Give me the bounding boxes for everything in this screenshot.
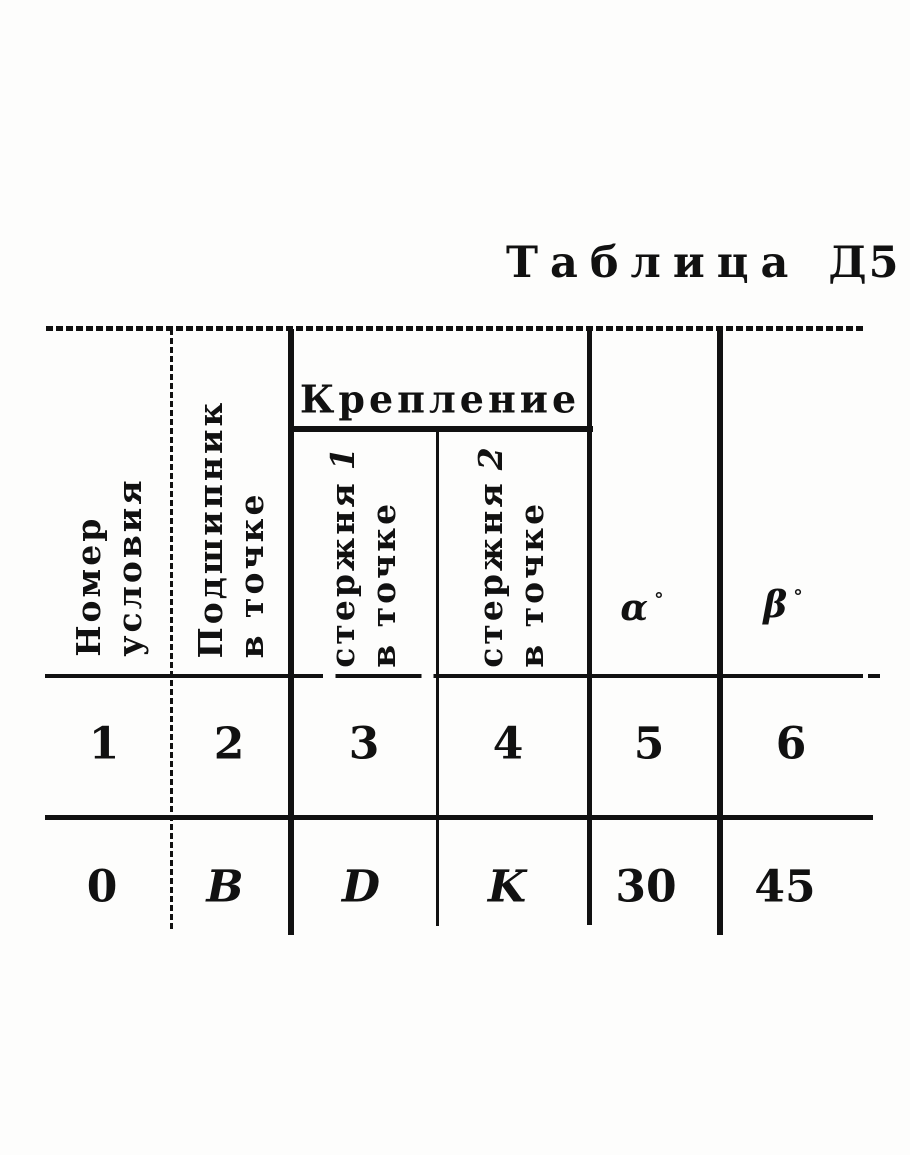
data-cell-condition-number: 0 xyxy=(86,861,118,913)
data-cell-beta-value: 45 xyxy=(754,861,816,913)
table-vertical-rule-1 xyxy=(170,329,173,929)
column-number-1: 1 xyxy=(88,718,120,770)
header-line xyxy=(322,444,363,667)
column-number-6: 6 xyxy=(775,718,807,770)
column-number-4: 4 xyxy=(492,718,524,770)
column-header-condition-number xyxy=(68,477,151,656)
beta-symbol: β xyxy=(763,584,788,626)
column-number-3: 3 xyxy=(348,718,380,770)
column-header-alpha-deg xyxy=(620,587,663,629)
table-top-border xyxy=(46,326,864,331)
header-line: условия xyxy=(110,477,149,657)
column-header-rod2-at-point xyxy=(470,444,553,667)
column-header-bearing-at-point xyxy=(190,400,273,659)
column-header-beta-deg xyxy=(763,584,802,626)
table-vertical-rule-2 xyxy=(288,329,294,935)
degree-sign: ° xyxy=(793,586,803,608)
table-title-word: Таблица xyxy=(506,238,801,288)
table-vertical-rule-4 xyxy=(587,329,592,925)
header-line: Подшипник xyxy=(190,399,230,659)
alpha-symbol: α xyxy=(620,587,649,629)
column-number-5: 5 xyxy=(633,718,665,770)
column-header-rod1-at-point xyxy=(322,444,405,667)
group-header-fastening: Крепление xyxy=(299,376,581,422)
header-line xyxy=(470,444,511,667)
group-header-underline xyxy=(288,426,593,432)
table-vertical-rule-5 xyxy=(717,329,723,935)
data-cell-bearing-point: B xyxy=(206,861,244,913)
header-bottom-rule xyxy=(45,674,863,678)
number-row-bottom-rule xyxy=(45,815,873,820)
rod-number: 2 xyxy=(470,444,510,471)
header-line-text: стержня xyxy=(322,480,362,668)
column-number-2: 2 xyxy=(213,718,245,770)
data-cell-rod1-point: D xyxy=(341,861,381,913)
header-bottom-rule-dash xyxy=(868,674,880,678)
data-cell-rod2-point: K xyxy=(487,861,527,913)
table-title-code: Д5 xyxy=(828,238,901,288)
header-line-text: стержня xyxy=(470,480,510,668)
header-line: Номер xyxy=(68,515,108,657)
header-line: в точке xyxy=(232,491,271,659)
header-line: в точке xyxy=(364,500,403,668)
header-line: в точке xyxy=(512,500,551,668)
table-title xyxy=(506,238,901,288)
rod-number: 1 xyxy=(322,444,362,471)
degree-sign: ° xyxy=(654,589,664,611)
data-cell-alpha-value: 30 xyxy=(615,861,677,913)
